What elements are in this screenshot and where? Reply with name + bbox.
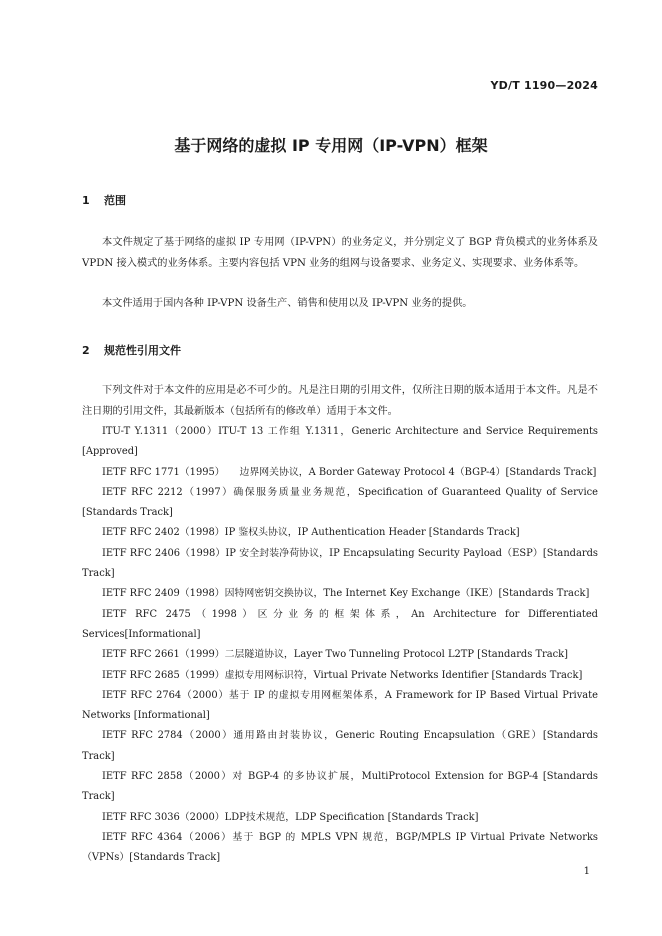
page-number: 1 [583, 866, 590, 877]
section-2-title: 规范性引用文件 [104, 344, 181, 357]
scope-paragraph-2: 本文件适用于国内各种 IP-VPN 设备生产、销售和使用以及 IP-VPN 业务的提供。 [102, 298, 473, 309]
standard-code: YD/T 1190—2024 [490, 79, 598, 92]
normative-references-intro: 下列文件对于本文件的应用是必不可少的。凡是注日期的引用文件，仅所注日期的版本适用于本文件。凡是不注日期的引用文件，其最新版本（包括所有的修改单）适用于本文件。 [82, 385, 598, 417]
reference-item: IETF RFC 2402（1998）IP 鉴权头协议，IP Authentication Header [Standards Track] [102, 527, 520, 539]
document-title: 基于网络的虚拟 IP 专用网（IP-VPN）框架 [174, 136, 488, 155]
reference-item: IETF RFC 2406（1998）IP 安全封装净荷协议，IP Encapsulating Security Payload（ESP）[Standards Track] [82, 547, 598, 580]
reference-item: ITU-T Y.1311（2000）ITU-T 13 工作组 Y.1311，Generic Architecture and Service Requirements [Approved] [82, 426, 598, 458]
reference-list [82, 422, 598, 869]
scope-paragraph-1: 本文件规定了基于网络的虚拟 IP 专用网（IP-VPN）的业务定义，并分别定义了 BGP 背负模式的业务体系及 VPDN 接入模式的业务体系。主要内容包括 VPN 业务的组网与设备要求、业务定义、实现要求、业务体系等。 [82, 237, 598, 269]
reference-item: IETF RFC 4364（2006）基于 BGP 的 MPLS VPN 规范，BGP/MPLS IP Virtual Private Networks（VPNs）[Standards Track] [82, 831, 598, 864]
reference-item: IETF RFC 3036（2000）LDP技术规范，LDP Specification [Standards Track] [102, 811, 479, 823]
section-1-number: 1 [82, 194, 90, 207]
section-1-title: 范围 [104, 194, 126, 207]
section-1-heading [82, 192, 126, 208]
section-2-heading [82, 342, 181, 358]
reference-item: IETF RFC 2784（2000）通用路由封装协议，Generic Routing Encapsulation（GRE）[Standards Track] [82, 730, 598, 762]
reference-item: IETF RFC 2858（2000）对 BGP-4 的多协议扩展，MultiProtocol Extension for BGP-4 [Standards Track] [82, 771, 598, 803]
reference-item: IETF RFC 2212（1997）确保服务质量业务规范，Specification of Guaranteed Quality of Service [Standards Track] [82, 486, 598, 519]
reference-item: IETF RFC 2475（1998）区分业务的框架体系，An Architecture for Differentiated Services[Informational] [82, 608, 598, 640]
reference-item: IETF RFC 2685（1999）虚拟专用网标识符，Virtual Private Networks Identifier [Standards Track] [102, 669, 583, 681]
reference-item: IETF RFC 2661（1999）二层隧道协议，Layer Two Tunneling Protocol L2TP [Standards Track] [102, 649, 569, 661]
reference-item: IETF RFC 2764（2000）基于 IP 的虚拟专用网框架体系，A Framework for IP Based Virtual Private Networks [Informational] [82, 689, 598, 722]
section-2-number: 2 [82, 344, 90, 357]
reference-item: IETF RFC 1771（1995） 边界网关协议，A Border Gateway Protocol 4（BGP-4）[Standards Track] [102, 466, 597, 478]
reference-item: IETF RFC 2409（1998）因特网密钥交换协议，The Internet Key Exchange（IKE）[Standards Track] [102, 588, 590, 600]
